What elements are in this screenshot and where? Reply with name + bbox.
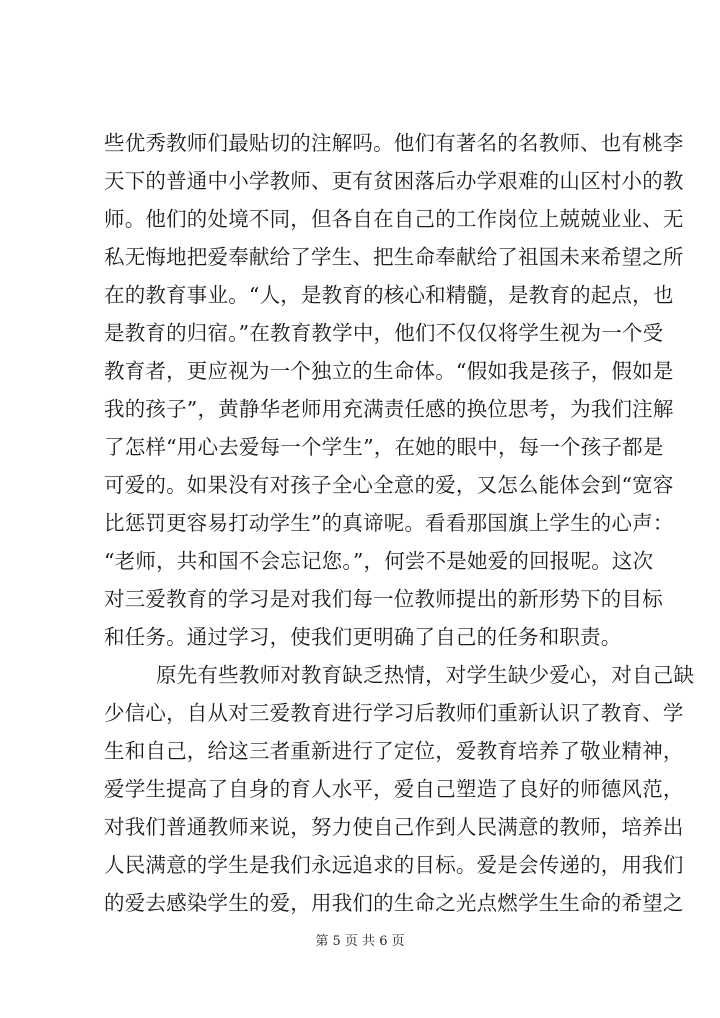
text-line: 生和自己，给这三者重新进行了定位，爱教育培养了敬业精神， bbox=[104, 739, 684, 763]
text-line: 教育者，更应视为一个独立的生命体。“假如我是孩子，假如是 bbox=[104, 359, 674, 383]
text-line: 爱学生提高了自身的育人水平，爱自己塑造了良好的师德风范， bbox=[104, 777, 684, 801]
text-line: 的爱去感染学生的爱，用我们的生命之光点燃学生生命的希望之 bbox=[104, 891, 684, 915]
paragraph-start-line: 原先有些教师对教育缺乏热情，对学生缺少爱心，对自己缺 bbox=[156, 663, 695, 687]
body-text bbox=[104, 124, 695, 922]
text-line: 人民满意的学生是我们永远追求的目标。爱是会传递的，用我们 bbox=[104, 853, 684, 877]
text-line: 了怎样“用心去爱每一个学生”，在她的眼中，每一个孩子都是 bbox=[104, 435, 664, 459]
text-line: 对我们普通教师来说，努力使自己作到人民满意的教师，培养出 bbox=[104, 815, 684, 839]
text-line: 对三爱教育的学习是对我们每一位教师提出的新形势下的目标 bbox=[104, 587, 663, 611]
text-line: “老师，共和国不会忘记您。”，何尝不是她爱的回报呢。这次 bbox=[104, 549, 654, 573]
text-line: 天下的普通中小学教师、更有贫困落后办学艰难的山区村小的教 bbox=[104, 169, 684, 193]
text-line: 是教育的归宿。”在教育教学中，他们不仅仅将学生视为一个受 bbox=[104, 321, 664, 345]
text-line: 些优秀教师们最贴切的注解吗。他们有著名的名教师、也有桃李 bbox=[104, 131, 684, 155]
page-number-footer: 第 5 页 共 6 页 bbox=[315, 934, 405, 949]
text-line: 我的孩子”，黄静华老师用充满责任感的换位思考，为我们注解 bbox=[104, 397, 674, 421]
text-line: 少信心，自从对三爱教育进行学习后教师们重新认识了教育、学 bbox=[104, 701, 684, 725]
text-line: 师。他们的处境不同，但各自在自己的工作岗位上兢兢业业、无 bbox=[104, 207, 684, 231]
text-line: 和任务。通过学习，使我们更明确了自己的任务和职责。 bbox=[104, 625, 622, 649]
text-line: 可爱的。如果没有对孩子全心全意的爱，又怎么能体会到“宽容 bbox=[104, 473, 674, 497]
text-line: 在的教育事业。“人，是教育的核心和精髓，是教育的起点，也 bbox=[104, 283, 674, 307]
text-line: 比惩罚更容易打动学生”的真谛呢。看看那国旗上学生的心声： bbox=[104, 511, 674, 535]
text-line: 私无悔地把爱奉献给了学生、把生命奉献给了祖国未来希望之所 bbox=[104, 245, 684, 269]
